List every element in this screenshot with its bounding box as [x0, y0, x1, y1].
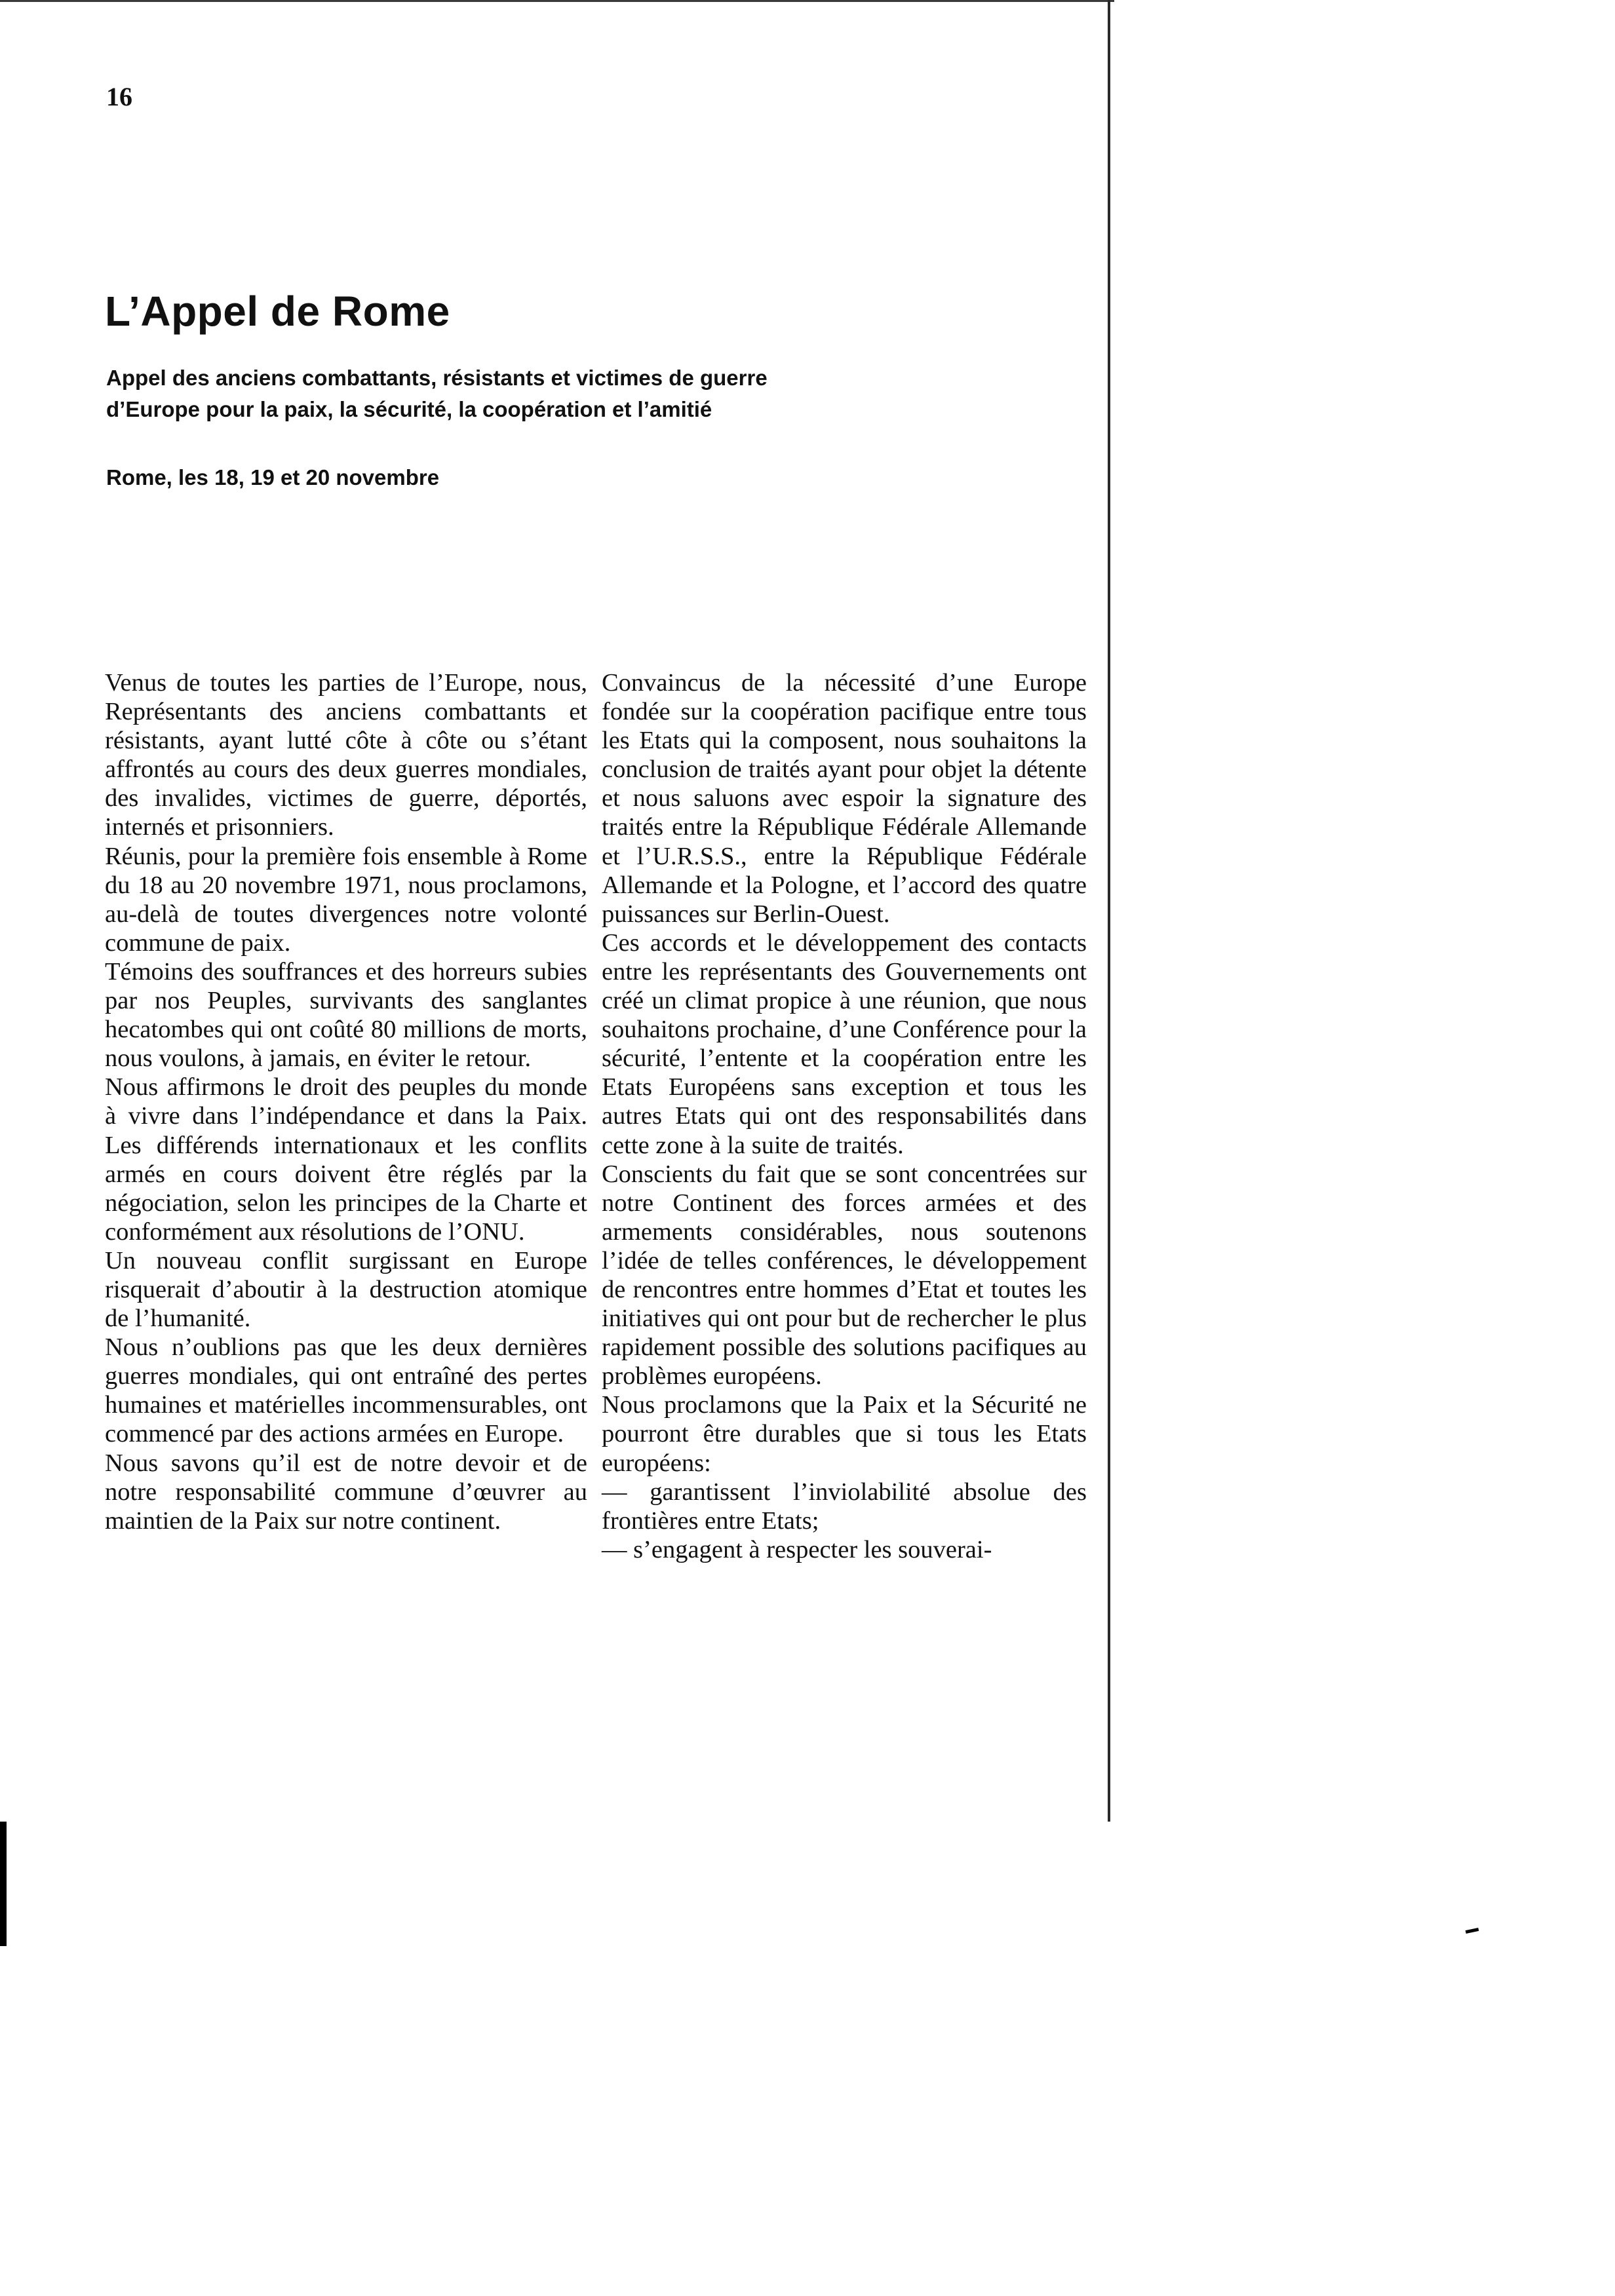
page-top-rule: [0, 0, 1114, 2]
place-date: Rome, les 18, 19 et 20 novembre: [106, 465, 440, 489]
subtitle-line: d’Europe pour la paix, la sécurité, la coopération et l’amitié: [106, 397, 712, 421]
paragraph: Ces accords et le développement des contacts entre les représentants des Gouvernements ont créé un climat propice à une réunion, que nous souhaitons prochaine, d’une Conférence pour la sécurité, l’entente et la coopération entre les Etats Européens sans exception et tous les autres Etats qui ont des responsabilités dans cette zone à la suite de traités.: [602, 928, 1087, 1159]
page-number: 16: [106, 82, 132, 111]
paragraph: Un nouveau conflit surgissant en Europe risquerait d’aboutir à la destruction atomique de l’humanité.: [105, 1246, 587, 1333]
left-column: [105, 668, 587, 1535]
paragraph: Témoins des souffrances et des horreurs subies par nos Peuples, survivants des sanglantes hecatombes qui ont coûté 80 millions de morts, nous voulons, à jamais, en éviter le retour.: [105, 957, 587, 1073]
paragraph: Nous proclamons que la Paix et la Sécurité ne pourront être durables que si tous les Etats européens:: [602, 1391, 1087, 1477]
right-column: [602, 668, 1087, 1564]
page-edge-rule: [1108, 0, 1110, 1822]
paragraph: Venus de toutes les parties de l’Europe, nous, Représentants des anciens combattants et résistants, ayant lutté côte à côte ou s’étant affrontés au cours des deux guerres mondiales, des invalides, victimes de guerre, déportés, internés et prisonniers.: [105, 669, 587, 841]
paragraph: Nous savons qu’il est de notre devoir et de notre responsabilité commune d’œuvrer au maintien de la Paix sur notre continent.: [105, 1449, 587, 1535]
scan-stray-mark: [1466, 1928, 1479, 1934]
list-item: — garantissent l’inviolabilité absolue des frontières entre Etats;: [602, 1478, 1087, 1535]
scan-edge-mark: [0, 1822, 7, 1946]
paragraph: Conscients du fait que se sont concentrées sur notre Continent des forces armées et des armements considérables, nous soutenons l’idée de telles conférences, le développement de rencontres entre hommes d’Etat et toutes les initiatives qui ont pour but de rechercher le plus rapidement possible des solutions pacifiques au problèmes européens.: [602, 1160, 1087, 1390]
paragraph: Convaincus de la nécessité d’une Europe fondée sur la coopération pacifique entre tous les Etats qui la composent, nous souhaitons la conclusion de traités ayant pour objet la détente et nous saluons avec espoir la signature des traités entre la République Fédérale Allemande et l’U.R.S.S., entre la République Fédérale Allemande et la Pologne, et l’accord des quatre puissances sur Berlin-Ouest.: [602, 669, 1087, 928]
document-subtitle: [106, 362, 1024, 425]
list-item: — s’engagent à respecter les souverai-: [602, 1535, 992, 1563]
paragraph: Nous n’oublions pas que les deux dernières guerres mondiales, qui ont entraîné des pertes humaines et matérielles incommensurables, ont commencé par des actions armées en Europe.: [105, 1333, 587, 1448]
document-title: L’Appel de Rome: [105, 288, 450, 335]
subtitle-line: Appel des anciens combattants, résistants et victimes de guerre: [106, 366, 768, 390]
paragraph: Réunis, pour la première fois ensemble à Rome du 18 au 20 novembre 1971, nous proclamons, au-delà de toutes divergences notre volonté commune de paix.: [105, 842, 587, 957]
paragraph: Nous affirmons le droit des peuples du monde à vivre dans l’indépendance et dans la Paix. Les différends internationaux et les conflits armés en cours doivent être réglés par la négociation, selon les principes de la Charte et conformément aux résolutions de l’ONU.: [105, 1073, 587, 1246]
